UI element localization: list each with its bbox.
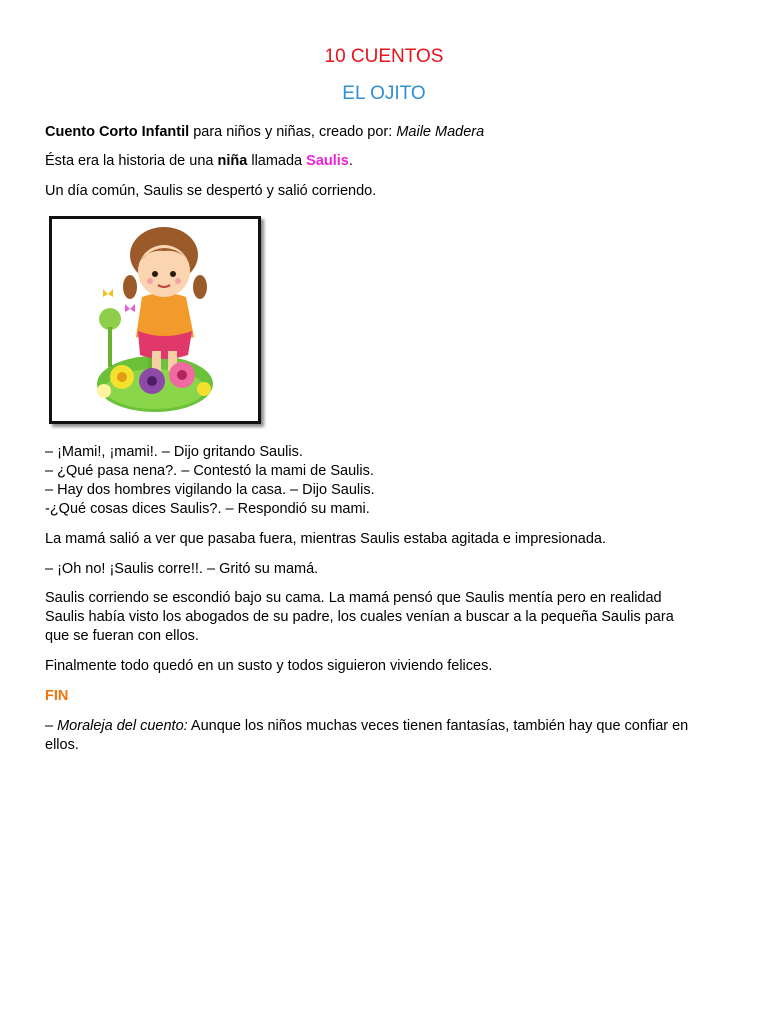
line1-period: .: [348, 153, 353, 169]
moral-text: Aunque los niños muchas veces tienen fantasías, también hay que confiar en: [187, 718, 689, 734]
intro-line: [45, 123, 735, 143]
story-line-2: Un día común, Saulis se despertó y salió corriendo.: [45, 183, 377, 199]
story-line-1: [45, 152, 735, 172]
page-title: 10 CUENTOS: [324, 46, 444, 67]
line1-text-a: Ésta era la historia de una: [45, 153, 218, 169]
paragraph-3-line-3: que se fueran con ellos.: [45, 628, 199, 644]
line1-text-c: llamada: [247, 153, 307, 169]
intro-text: para niños y niñas, creado por:: [189, 124, 397, 140]
intro-bold: Cuento Corto Infantil: [45, 124, 190, 140]
paragraph-4: Finalmente todo quedó en un susto y todos siguieron viviendo felices.: [45, 658, 493, 674]
dialog-line-2: – ¿Qué pasa nena?. – Contestó la mami de Saulis.: [45, 463, 374, 479]
dialog-line-4: -¿Qué cosas dices Saulis?. – Respondió su mami.: [45, 501, 370, 517]
story-title: EL OJITO: [342, 83, 426, 104]
moral-dash: –: [45, 718, 58, 734]
story-illustration: [49, 216, 261, 424]
moral-label: Moraleja del cuento:: [57, 718, 188, 734]
moral-line-1: [45, 717, 735, 737]
moral-line-2: ellos.: [45, 737, 79, 753]
author-name: Maile Madera: [396, 124, 485, 140]
fin-label: FIN: [45, 688, 69, 704]
line1-bold: niña: [217, 153, 248, 169]
girl-with-flowers-illustration-icon: [52, 219, 258, 421]
dialog-line-3: – Hay dos hombres vigilando la casa. – Dijo Saulis.: [45, 482, 375, 498]
dialog-line-1: – ¡Mami!, ¡mami!. – Dijo gritando Saulis.: [45, 444, 303, 460]
character-name: Saulis: [306, 153, 349, 169]
paragraph-3-line-2: Saulis había visto los abogados de su padre, los cuales venían a buscar a la pequeña Saulis para: [45, 609, 674, 625]
paragraph-2: – ¡Oh no! ¡Saulis corre!!. – Gritó su mamá.: [45, 561, 319, 577]
paragraph-1: La mamá salió a ver que pasaba fuera, mientras Saulis estaba agitada e impresionada.: [45, 531, 606, 547]
paragraph-3-line-1: Saulis corriendo se escondió bajo su cama. La mamá pensó que Saulis mentía pero en realidad: [45, 590, 662, 606]
